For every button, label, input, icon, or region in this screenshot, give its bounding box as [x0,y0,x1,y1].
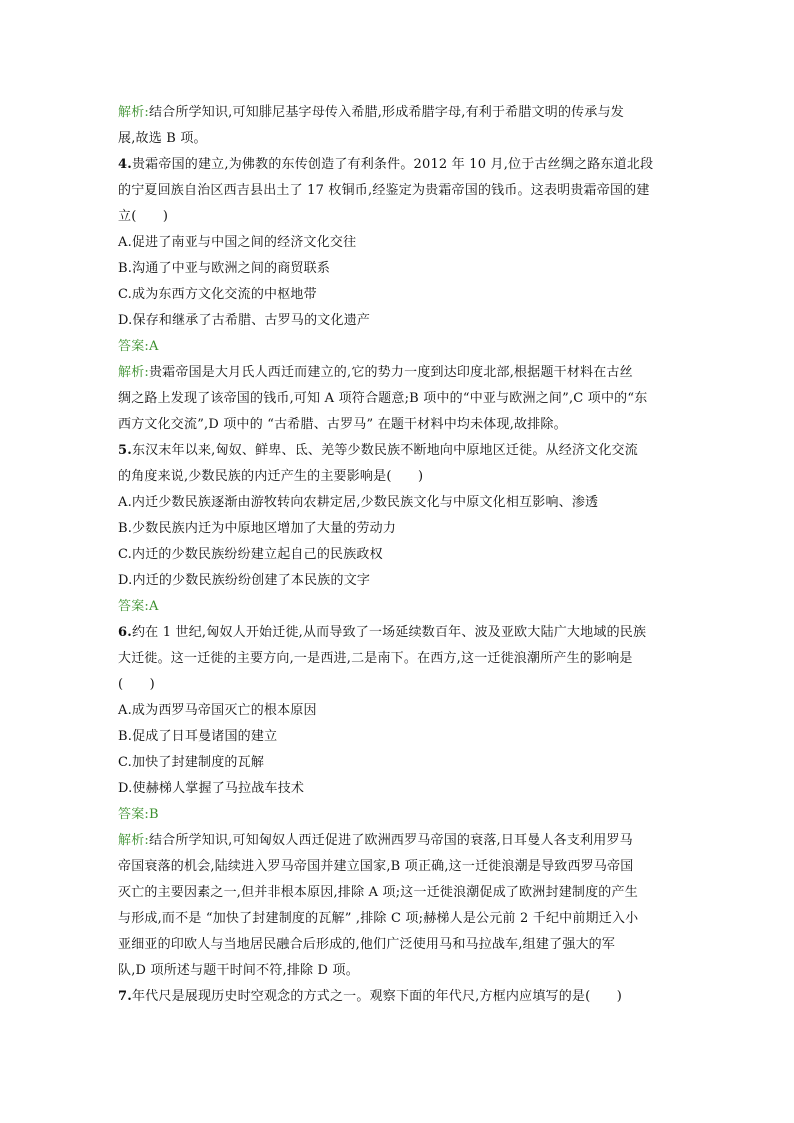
question-line [118,152,684,178]
answer-option: A.成为西罗马帝国灭亡的根本原因 [118,703,317,718]
answer-line [118,802,684,828]
question-line [118,672,684,698]
line-text: 亚细亚的印欧人与当地居民融合后形成的,他们广泛使用马和马拉战车,组建了强大的军 [118,937,616,952]
answer-label: 答案: [118,599,149,614]
answer-label: 答案: [118,807,149,822]
line-text: 的角度来说,少数民族的内迁产生的主要影响是( ) [118,469,424,484]
explanation-line [118,100,684,126]
line-text: 队,D 项所述与题干时间不符,排除 D 项。 [118,963,359,978]
question-number: 6. [118,625,132,640]
document-page [118,100,684,1010]
explanation-label: 解析: [118,365,149,380]
explanation-line [118,386,684,412]
answer-option: C.加快了封建制度的瓦解 [118,755,265,770]
answer-option: A.促进了南亚与中国之间的经济文化交往 [118,235,357,250]
answer-option: B.促成了日耳曼诸国的建立 [118,729,278,744]
question-line [118,464,684,490]
question-line [118,646,684,672]
explanation-line [118,828,684,854]
question-line [118,984,684,1010]
answer-option: B.少数民族内迁为中原地区增加了大量的劳动力 [118,521,397,536]
explanation-line [118,854,684,880]
line-text: 绸之路上发现了该帝国的钱币,可知 A 项符合题意;B 项中的“中亚与欧洲之间”,C 项中的“东 [118,391,648,406]
explanation-line [118,958,684,984]
answer-value: A [148,599,159,614]
line-text: 年代尺是展现历史时空观念的方式之一。观察下面的年代尺,方框内应填写的是( ) [131,989,623,1004]
line-text: 帝国衰落的机会,陆续进入罗马帝国并建立国家,B 项正确,这一迁徙浪潮是导致西罗马帝国 [118,859,634,874]
answer-option: A.内迁少数民族逐渐由游牧转向农耕定居,少数民族文化与中原文化相互影响、渗透 [118,495,599,510]
line-text: 贵霜帝国的建立,为佛教的东传创造了有利条件。2012 年 10 月,位于古丝绸之路东道北段 [131,157,654,172]
answer-value: A [148,339,159,354]
explanation-line [118,412,684,438]
line-text: 立( ) [118,209,169,224]
answer-option: D.使赫梯人掌握了马拉战车技术 [118,781,305,796]
explanation-line [118,906,684,932]
answer-option: C.成为东西方文化交流的中枢地带 [118,287,317,302]
question-line [118,204,684,230]
explanation-label: 解析: [118,105,149,120]
line-text: 结合所学知识,可知腓尼基字母传入希腊,形成希腊字母,有利于希腊文明的传承与发 [148,105,624,120]
answer-option: D.内迁的少数民族纷纷创建了本民族的文字 [118,573,371,588]
line-text: 西方文化交流”,D 项中的 “古希腊、古罗马” 在题干材料中均未体现,故排除。 [118,417,567,432]
line-text: 东汉末年以来,匈奴、鲜卑、氐、羌等少数民族不断地向中原地区迁徙。从经济文化交流 [131,443,638,458]
answer-option: C.内迁的少数民族纷纷建立起自己的民族政权 [118,547,383,562]
question-number: 7. [118,989,132,1004]
line-text: 的宁夏回族自治区西吉县出土了 17 枚铜币,经鉴定为贵霜帝国的钱币。这表明贵霜帝国的建 [118,183,650,198]
question-number: 4. [118,157,132,172]
answer-line [118,594,684,620]
question-number: 5. [118,443,132,458]
explanation-line [118,360,684,386]
answer-option: D.保存和继承了古希腊、古罗马的文化遗产 [118,313,371,328]
question-line [118,178,684,204]
line-text: 灭亡的主要因素之一,但并非根本原因,排除 A 项;这一迁徙浪潮促成了欧洲封建制度的产生 [118,885,638,900]
answer-line [118,334,684,360]
line-text: ( ) [118,677,155,692]
line-text: 与形成,而不是 “加快了封建制度的瓦解” ,排除 C 项;赫梯人是公元前 2 千纪中前期迁入小 [118,911,639,926]
line-text: 结合所学知识,可知匈奴人西迁促进了欧洲西罗马帝国的衰落,日耳曼人各支利用罗马 [148,833,633,848]
explanation-line [118,932,684,958]
answer-option: B.沟通了中亚与欧洲之间的商贸联系 [118,261,331,276]
answer-value: B [148,807,159,822]
explanation-label: 解析: [118,833,149,848]
line-text: 展,故选 B 项。 [118,131,207,146]
line-text: 大迁徙。这一迁徙的主要方向,一是西进,二是南下。在西方,这一迁徙浪潮所产生的影响是 [118,651,633,666]
question-line [118,620,684,646]
line-text: 约在 1 世纪,匈奴人开始迁徙,从而导致了一场延续数百年、波及亚欧大陆广大地域的民族 [131,625,647,640]
question-line [118,438,684,464]
line-text: 贵霜帝国是大月氏人西迁而建立的,它的势力一度到达印度北部,根据题干材料在古丝 [148,365,633,380]
answer-label: 答案: [118,339,149,354]
explanation-line [118,126,684,152]
explanation-line [118,880,684,906]
